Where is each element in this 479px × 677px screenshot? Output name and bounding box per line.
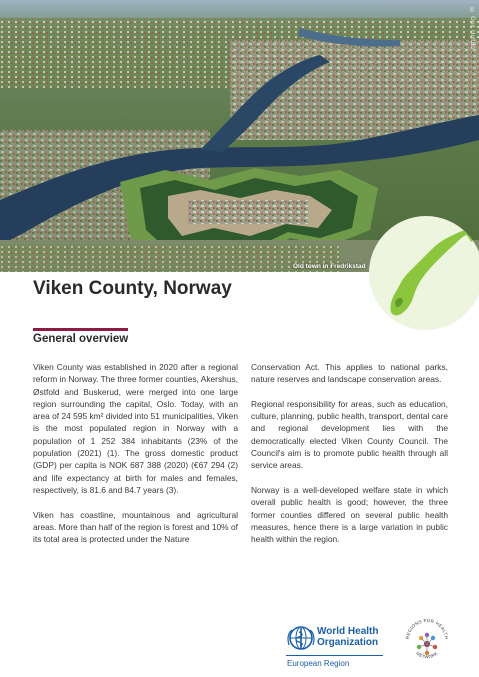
regions-for-health-icon: [405, 614, 449, 672]
who-logo: [286, 621, 386, 673]
body-column-right: [251, 361, 448, 558]
photo-credit: © Geir Hoftun: [469, 8, 475, 49]
paragraph: Conservation Act. This applies to national parks, nature reserves and landscape conservation areas.: [251, 362, 448, 385]
rhn-text-top: REGIONS FOR HEALTH: [405, 617, 449, 640]
paragraph: Viken has coastline, mountainous and agricultural areas. More than half of the region is forest and 10% of its total area is protected under the Nature: [33, 509, 238, 545]
norway-map-icon: [369, 216, 479, 330]
photo-caption: Old town in Fredrikstad: [293, 263, 366, 270]
paragraph: Norway is a well-developed welfare state in which overall public health is good; however, the three former counties differed on several public health measures, hence there is a large variation in public health within the region.: [251, 484, 448, 545]
paragraph: Regional responsibility for areas, such as education, culture, planning, public health, transport, dental care and regional development lies with the democratically elected Viken County Council. The Council's aim is to promote public health through all service areas.: [251, 398, 448, 471]
norway-map-inset: [369, 216, 479, 330]
who-name: [317, 626, 387, 648]
who-name-line2: Organization: [317, 637, 379, 648]
rhn-text-bottom: NETWORK: [415, 650, 439, 660]
who-region: European Region: [287, 659, 350, 668]
section-accent-bar: [33, 328, 128, 331]
body-column-left: [33, 361, 238, 558]
who-emblem-icon: [286, 625, 316, 651]
who-name-line1: World Health: [317, 626, 379, 637]
paragraph: Viken County was established in 2020 after a regional reform in Norway. The three former counties, Akershus, Østfold and Buskerud, were merged into one large region surrounding the capital, Oslo. Today, with an area of 24 595 km² divided into 51 municipalities, Viken is the most populated region in Norway with a population of 1 252 384 inhabitants (23% of the population (2021) (1). The gross domestic product (GDP) per capita is NOK 687 388 (2020) (€67 294 (2) and life expectancy at birth for males and females, respectively, is 81.6 and 84.7 years (3).: [33, 362, 238, 495]
page-title: Viken County, Norway: [33, 278, 232, 299]
who-divider: [286, 655, 383, 656]
regions-for-health-logo: [405, 614, 449, 672]
section-title: General overview: [33, 333, 129, 345]
